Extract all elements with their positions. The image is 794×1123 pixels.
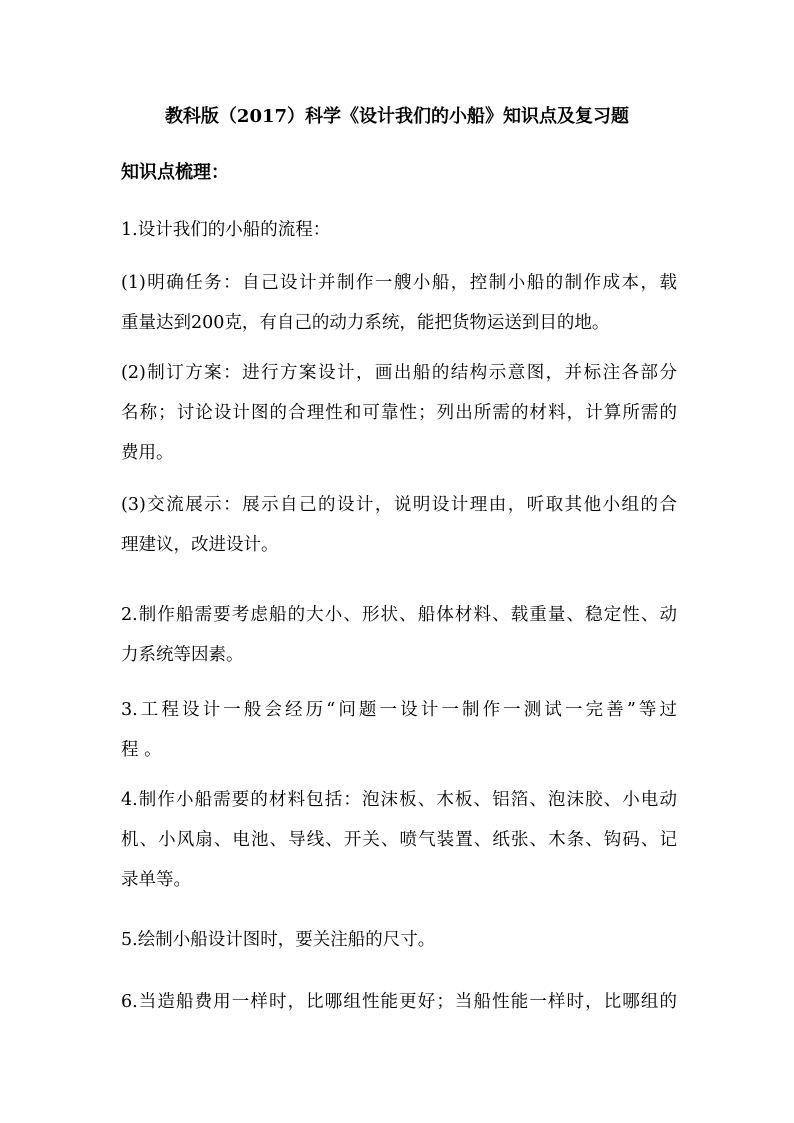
paragraph-line: 理建议，改进设计。 (121, 535, 279, 555)
document-title: 教科版（2017）科学《设计我们的小船》知识点及复习题 (164, 106, 630, 127)
paragraph-item-1-1 (121, 263, 677, 343)
paragraph-line: 录单等。 (121, 870, 191, 890)
paragraph-line: 费用。 (121, 443, 174, 463)
paragraph-line: 3.工程设计一般会经历“问题一设计一制作一测试一完善”等过 (121, 700, 677, 720)
paragraph-line: 机、小风扇、电池、导线、开关、喷气装置、纸张、木条、钩码、记 (121, 830, 677, 850)
paragraph-item-1-3 (121, 485, 677, 565)
paragraph-line: 4.制作小船需要的材料包括：泡沫板、木板、铝箔、泡沫胶、小电动 (121, 790, 677, 810)
paragraph-line: 2.制作船需要考虑船的大小、形状、船体材料、载重量、稳定性、动 (121, 605, 677, 625)
paragraph-line: (1)明确任务：自己设计并制作一艘小船，控制小船的制作成本，载 (121, 273, 677, 293)
paragraph-item-4 (121, 780, 677, 900)
paragraph-item-5: 5.绘制小船设计图时，要关注船的尺寸。 (121, 930, 436, 950)
paragraph-line: (3)交流展示：展示自己的设计，说明设计理由，听取其他小组的合 (121, 495, 677, 515)
paragraph-line: 程 。 (121, 740, 162, 760)
paragraph-line: 重量达到200克，有自己的动力系统，能把货物运送到目的地。 (121, 313, 610, 333)
section-heading: 知识点梳理： (121, 162, 229, 183)
paragraph-item-3 (121, 690, 677, 770)
paragraph-item-2 (121, 595, 677, 675)
paragraph-item-1-2 (121, 353, 677, 473)
paragraph-item-6 (121, 982, 677, 1022)
paragraph-line: 力系统等因素。 (121, 645, 244, 665)
paragraph-line: 名称；讨论设计图的合理性和可靠性；列出所需的材料，计算所需的 (121, 403, 677, 423)
paragraph-line: (2)制订方案：进行方案设计，画出船的结构示意图，并标注各部分 (121, 363, 677, 383)
paragraph-item-1: 1.设计我们的小船的流程： (121, 220, 331, 240)
paragraph-line: 6.当造船费用一样时，比哪组性能更好；当船性能一样时，比哪组的 (121, 992, 677, 1012)
